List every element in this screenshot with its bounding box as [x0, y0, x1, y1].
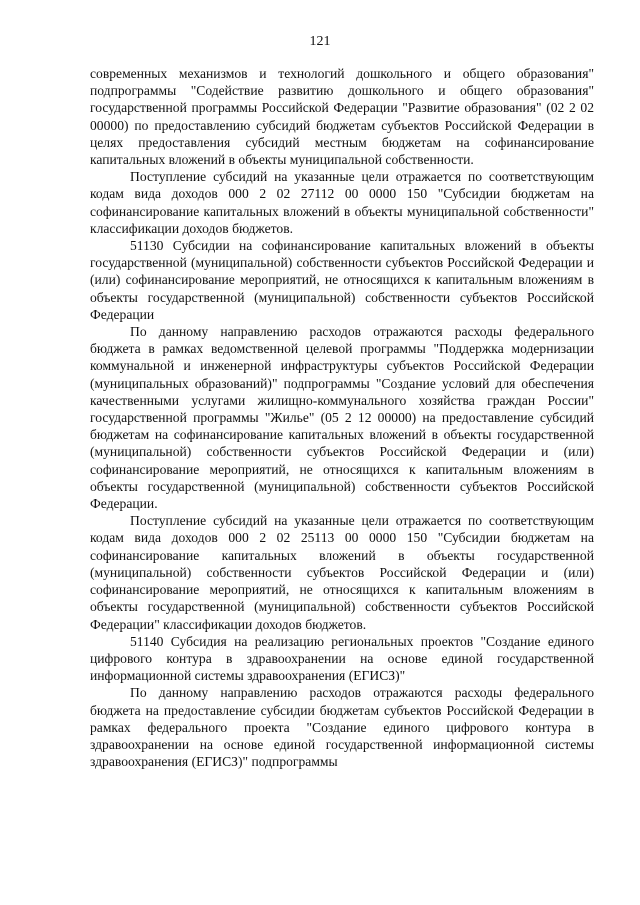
paragraph-4: По данному направлению расходов отражаются расходы федерального бюджета в рамках ведомственной целевой программы "Поддержка модернизации коммунальной и инженерной инфраструктуры субъектов Российской Федерации (муниципальных образований)" подпрограммы "Создание условий для обеспечения качественными услугами жилищно-коммунального хозяйства граждан России" государственной программы "Жилье" (05 2 12 00000) на предоставление субсидий бюджетам на софинансирование капитальных вложений в объекты государственной (муниципальной) собственности субъектов Российской Федерации и (или) софинансирование мероприятий, не относящихся к капитальным вложениям в объекты государственной (муниципальной) собственности субъектов Российской Федерации.	[90, 324, 594, 512]
page-number: 121	[309, 34, 331, 49]
paragraph-3-heading-51130: 51130 Субсидии на софинансирование капитальных вложений в объекты государственной (муниципальной) собственности субъектов Российской Федерации и (или) софинансирование мероприятий, не относящихся к капитальным вложениям в объекты государственной (муниципальной) собственности субъектов Российской Федерации	[90, 238, 594, 322]
paragraph-5: Поступление субсидий на указанные цели отражается по соответствующим кодам вида доходов 000 2 02 25113 00 0000 150 "Субсидии бюджетам на софинансирование капитальных вложений в объекты государственной (муниципальной) собственности субъектов Российской Федерации и (или) софинансирование мероприятий, не относящихся к капитальным вложениям в объекты государственной (муниципальной) собственности субъектов Российской Федерации" классификации доходов бюджетов.	[90, 513, 594, 632]
paragraph-6-heading-51140: 51140 Субсидия на реализацию региональных проектов "Создание единого цифрового контура в здравоохранении на основе единой государственной информационной системы здравоохранения (ЕГИСЗ)"	[90, 633, 594, 684]
document-body	[90, 65, 594, 770]
paragraph-2: Поступление субсидий на указанные цели отражается по соответствующим кодам вида доходов 000 2 02 27112 00 0000 150 "Субсидии бюджетам на софинансирование капитальных вложений в объекты муниципальной собственности" классификации доходов бюджетов.	[90, 169, 594, 236]
paragraph-1: современных механизмов и технологий дошкольного и общего образования" подпрограммы "Содействие развитию дошкольного и общего образования" государственной программы Российской Федерации "Развитие образования" (02 2 02 00000) по предоставлению субсидий бюджетам субъектов Российской Федерации в целях предоставления субсидий местным бюджетам на софинансирование капитальных вложений в объекты муниципальной собственности.	[90, 66, 594, 168]
paragraph-7: По данному направлению расходов отражаются расходы федерального бюджета на предоставление субсидии бюджетам субъектов Российской Федерации в рамках федерального проекта "Создание единого цифрового контура в здравоохранении на основе единой государственной информационной системы здравоохранения (ЕГИСЗ)" подпрограммы	[90, 685, 594, 770]
